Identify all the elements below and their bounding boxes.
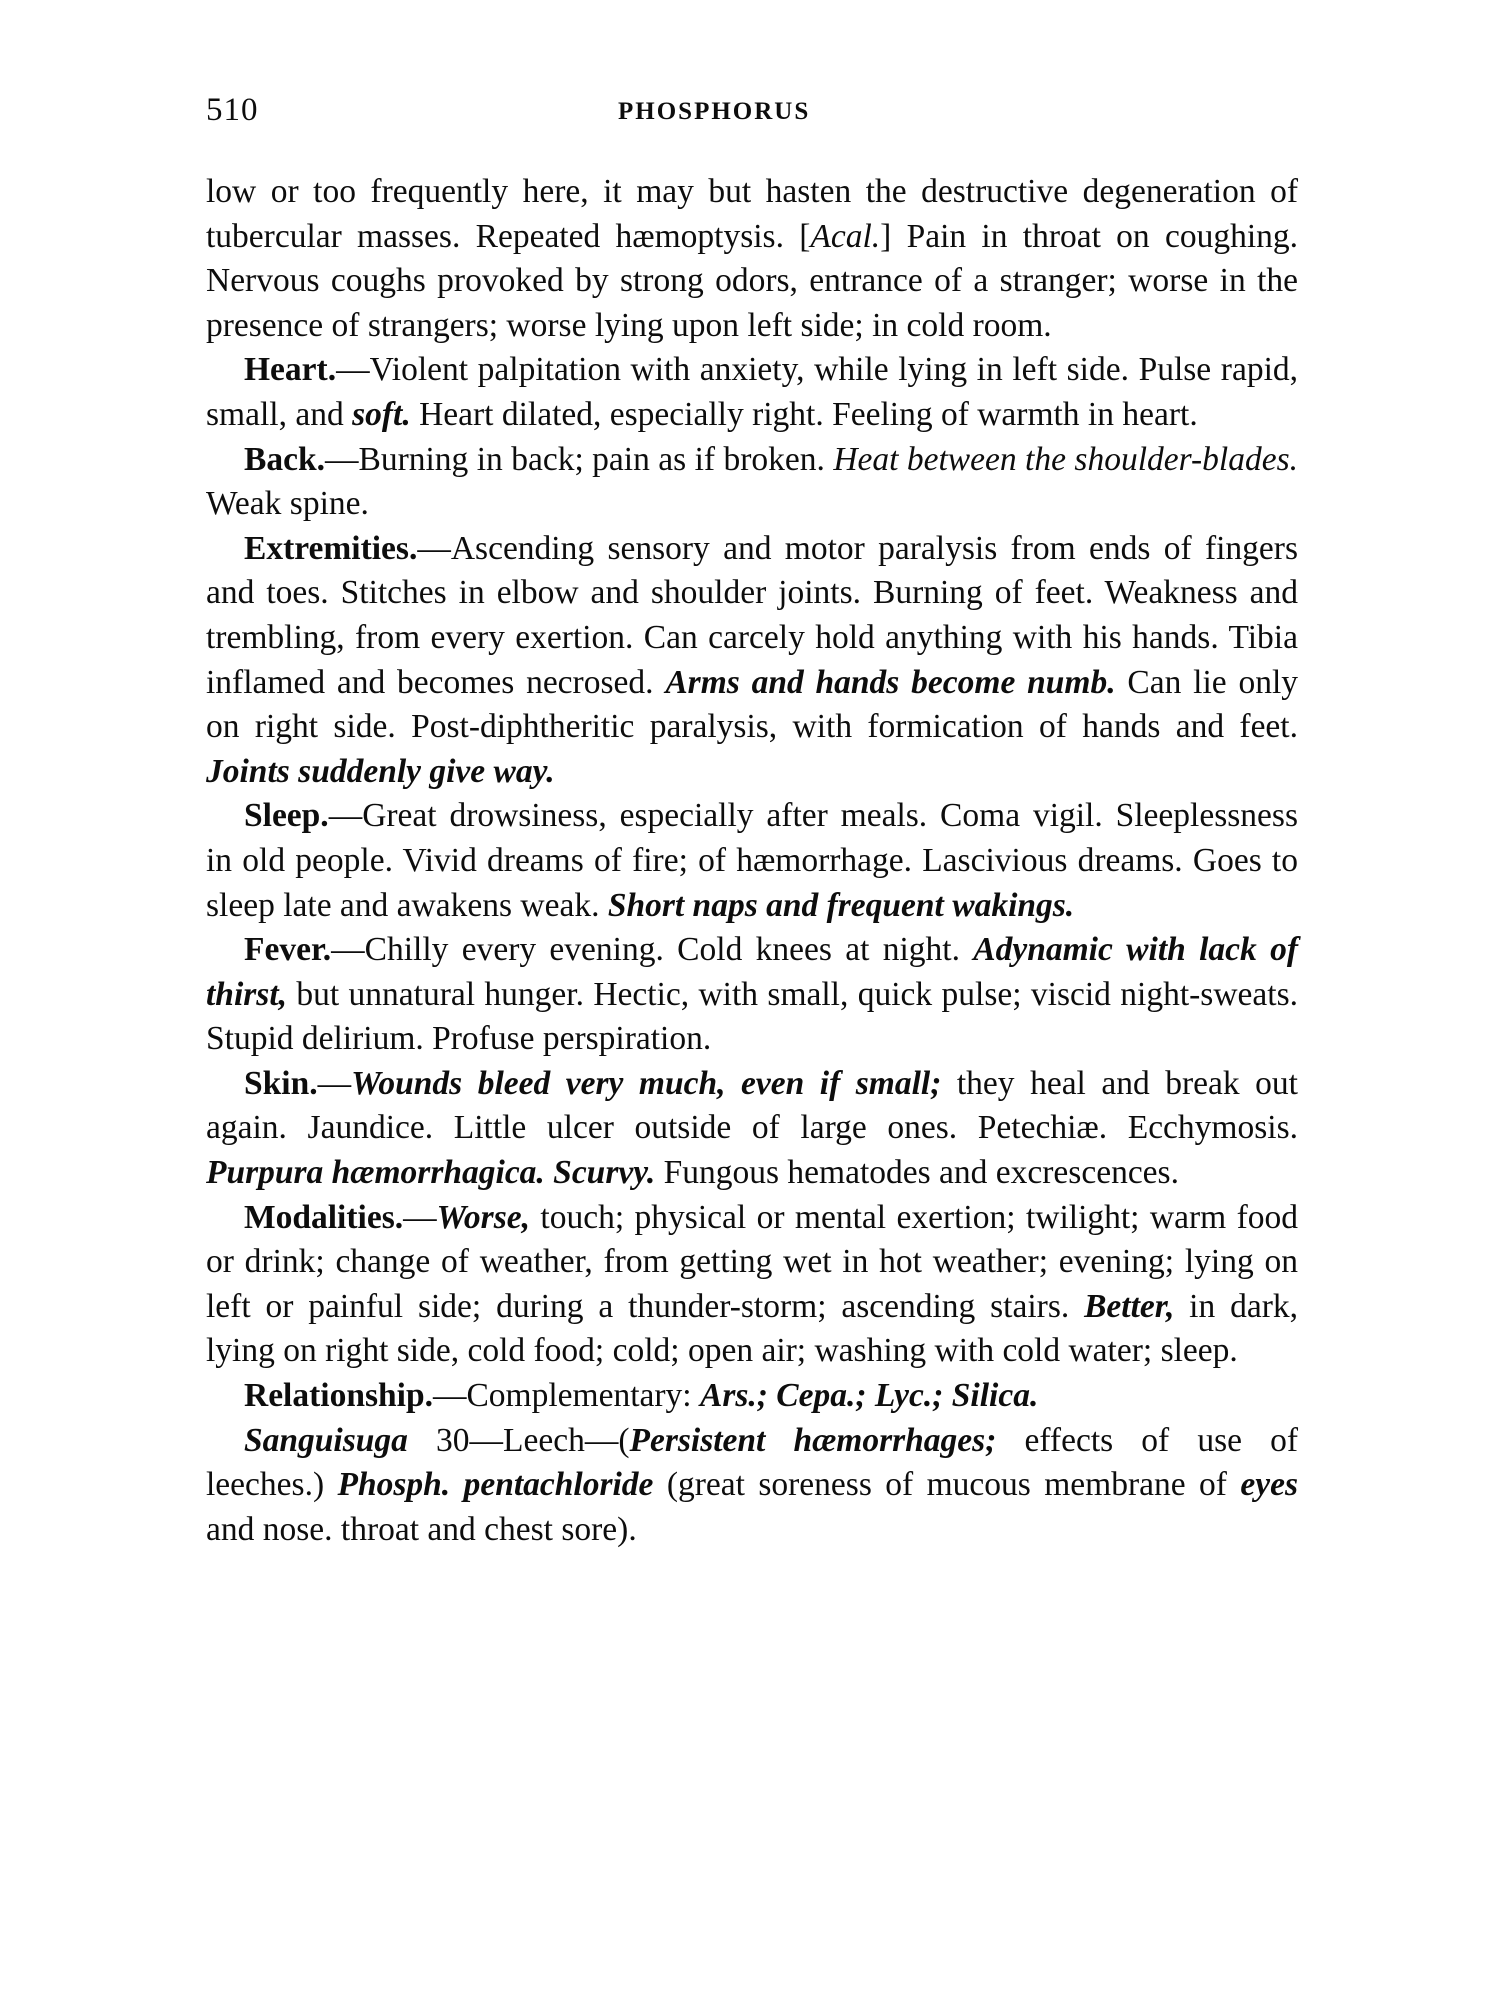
section-heading-back: Back. [244, 440, 325, 478]
italic-run: Joints suddenly give way. [206, 752, 555, 790]
text-run: Fungous hematodes and excrescences. [655, 1154, 1179, 1192]
text-run: — [403, 1198, 437, 1236]
section-heading-modalities: Modalities. [244, 1198, 404, 1236]
text-run: ] Pain in throat on coughing. Nervous coughs provoked by strong odors, entrance of a stranger; worse in the presence of strangers; worse lying upon left side; in cold room. [206, 217, 1298, 344]
paragraph-sleep [206, 794, 1298, 928]
text-run: —Ascending sensory and motor paralysis from ends of fingers and toes. Stitches in elbow and shoulder joints. Burning of feet. Weakness and trembling, from every exertion. Can carcely hold anything with his hands. Tibia inflamed and becomes necrosed. [206, 529, 1298, 701]
paragraph-skin [206, 1062, 1298, 1196]
section-heading-sleep: Sleep. [244, 797, 329, 835]
section-heading-heart: Heart. [244, 351, 337, 389]
text-run: — [317, 1064, 352, 1102]
italic-run: Purpura hæmorrhagica. Scurvy. [206, 1154, 656, 1192]
italic-run: Ars.; Cepa.; Lyc.; Silica. [699, 1377, 1039, 1415]
body-text [206, 170, 1298, 1552]
section-heading-skin: Skin. [244, 1064, 318, 1102]
paragraph-relationship [206, 1374, 1298, 1419]
italic-run: Sanguisuga [244, 1421, 408, 1459]
paragraph-sanguisuga [206, 1419, 1298, 1553]
italic-run: Adynamic with lack of thirst, [206, 931, 1298, 1013]
text-run: Can lie only on right side. Post-diphtheritic paralysis, with formication of hands and feet. [206, 663, 1299, 746]
running-title: PHOSPHORUS [618, 98, 811, 125]
paragraph-continued [206, 170, 1298, 348]
section-heading-relationship: Relationship. [244, 1377, 433, 1415]
italic-run: soft. [352, 395, 411, 433]
section-heading-extremities: Extremities. [244, 529, 418, 567]
paragraph-fever [206, 928, 1298, 1062]
italic-run: Phosph. pentachloride [337, 1466, 654, 1504]
text-run: 30—Leech—( [407, 1421, 630, 1459]
text-run: touch; physical or mental exertion; twilight; warm food or drink; change of weather, from getting wet in hot weather; evening; lying on left or painful side; during a thunder-storm; ascending stairs. [206, 1198, 1298, 1325]
text-run: in dark, lying on right side, cold food; cold; open air; washing with cold water; sleep. [206, 1287, 1298, 1370]
text-run: —Violent palpitation with anxiety, while lying in left side. Pulse rapid, small, and [206, 351, 1298, 433]
italic-run: eyes [1240, 1466, 1299, 1504]
italic-run: Persistent hæmorrhages; [629, 1421, 997, 1459]
italic-run: Acal. [810, 217, 881, 255]
page-number: 510 [206, 92, 259, 128]
paragraph-modalities [206, 1196, 1298, 1374]
italic-run: Worse, [436, 1198, 530, 1236]
text-run: effects of use of leeches.) [206, 1421, 1298, 1504]
page-header [206, 92, 1298, 132]
italic-run: Wounds bleed very much, even if small; [351, 1064, 942, 1102]
paragraph-heart [206, 348, 1298, 437]
italic-run: Arms and hands become numb. [665, 663, 1116, 701]
text-run: (great soreness of mucous membrane of [653, 1466, 1241, 1504]
italic-run: Heat between the shoulder-blades. [833, 440, 1298, 478]
text-run: —Burning in back; pain as if broken. [324, 440, 834, 478]
text-run: —Great drowsiness, especially after meals. Coma vigil. Sleeplessness in old people. Vivid dreams of fire; of hæmorrhage. Lascivious dreams. Goes to sleep late and awakens weak. [206, 797, 1298, 924]
italic-run: Better, [1084, 1287, 1175, 1325]
italic-run: Short naps and frequent wakings. [607, 886, 1075, 924]
text-run: low or too frequently here, it may but hasten the destructive degeneration of tubercular masses. Repeated hæmoptysis. [ [206, 173, 1298, 255]
text-run: —Chilly every evening. Cold knees at night. [331, 931, 974, 969]
text-run: and nose. throat and chest sore). [206, 1510, 637, 1548]
text-run: Weak spine. [206, 485, 369, 523]
text-run: they heal and break out again. Jaundice. Little ulcer outside of large ones. Petechiæ. Ecchymosis. [206, 1064, 1298, 1147]
paragraph-back [206, 438, 1298, 527]
text-run: Heart dilated, especially right. Feeling of warmth in heart. [410, 395, 1198, 433]
text-run: but unnatural hunger. Hectic, with small, quick pulse; viscid night-sweats. Stupid delirium. Profuse perspiration. [206, 975, 1298, 1058]
text-run: —Complementary: [432, 1377, 700, 1415]
section-heading-fever: Fever. [244, 931, 332, 969]
paragraph-extremities [206, 527, 1298, 795]
